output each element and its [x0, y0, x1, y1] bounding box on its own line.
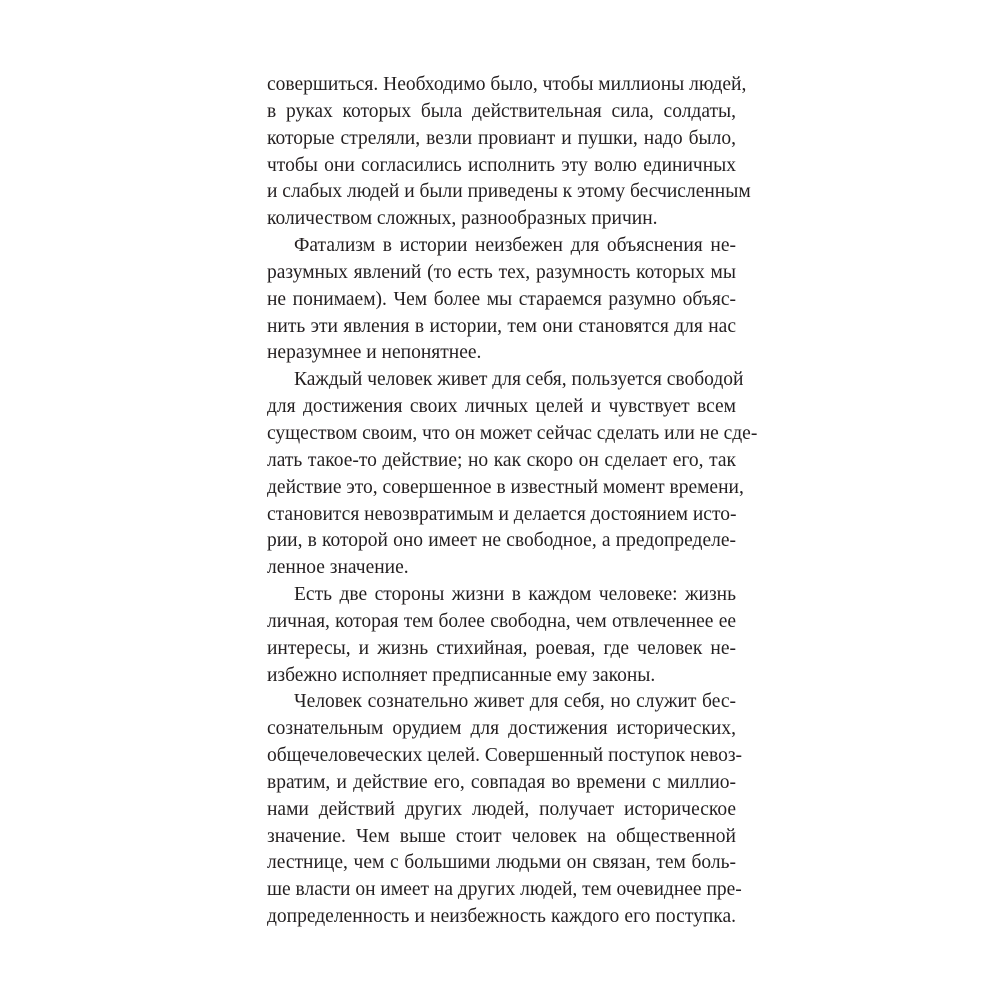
text-line: рии, в которой оно имеет не свободное, а предопределе-	[267, 530, 736, 552]
paragraph-3	[267, 367, 758, 582]
text-line: разумных явлений (то есть тех, разумность которых мы	[267, 261, 736, 283]
text-line: личная, которая тем более свободна, чем отвлеченнее ее	[267, 610, 736, 632]
text-line: не понимаем). Чем более мы стараемся разумно объяс-	[267, 288, 736, 310]
text-line: для достижения своих личных целей и чувствует всем	[267, 396, 736, 418]
text-line: количеством сложных, разнообразных причин.	[267, 208, 658, 230]
text-line: значение. Чем выше стоит человек на общественной	[267, 825, 736, 847]
text-line: сознательным орудием для достижения исторических,	[267, 718, 736, 740]
text-line: и слабых людей и были приведены к этому бесчисленным	[267, 181, 751, 203]
text-line: совершиться. Необходимо было, чтобы миллионы людей,	[267, 74, 747, 95]
text-line: нами действий других людей, получает историческое	[267, 798, 736, 820]
text-line: ленное значение.	[267, 557, 409, 579]
text-line: избежно исполняет предписанные ему законы.	[267, 664, 656, 686]
text-line: неразумнее и непонятнее.	[267, 342, 482, 364]
text-line: Фатализм в истории неизбежен для объяснения не-	[294, 235, 736, 257]
text-line: чтобы они согласились исполнить эту волю единичных	[267, 154, 736, 176]
text-line: действие это, совершенное в известный момент времени,	[267, 476, 744, 498]
text-line: существом своим, что он может сейчас сделать или не сде-	[267, 422, 758, 444]
paragraph-1	[267, 72, 751, 233]
paragraph-2	[267, 233, 736, 367]
text-line: интересы, и жизнь стихийная, роевая, где человек не-	[267, 637, 736, 659]
text-line: нить эти явления в истории, тем они становятся для нас	[267, 315, 736, 337]
text-line: Каждый человек живет для себя, пользуется свободой	[294, 369, 744, 391]
text-line: Человек сознательно живет для себя, но служит бес-	[294, 691, 736, 713]
text-line: ше власти он имеет на других людей, тем очевиднее пре-	[267, 879, 742, 901]
text-line: Есть две стороны жизни в каждом человеке: жизнь	[294, 584, 736, 606]
text-line: вратим, и действие его, совпадая во времени с миллио-	[267, 771, 736, 793]
paragraph-5	[267, 689, 743, 931]
text-line: которые стреляли, везли провиант и пушки, надо было,	[267, 127, 736, 149]
text-line: становится невозвратимым и делается достоянием исто-	[267, 503, 737, 525]
page-text	[267, 72, 758, 931]
text-line: общечеловеческих целей. Совершенный поступок невоз-	[267, 745, 743, 767]
text-line: в руках которых была действительная сила, солдаты,	[267, 100, 736, 122]
text-line: допределенность и неизбежность каждого его поступка.	[267, 906, 736, 928]
paragraph-4	[267, 582, 736, 689]
text-line: лать такое-то действие; но как скоро он сделает его, так	[267, 449, 736, 471]
text-line: лестнице, чем с большими людьми он связан, тем боль-	[267, 852, 736, 874]
